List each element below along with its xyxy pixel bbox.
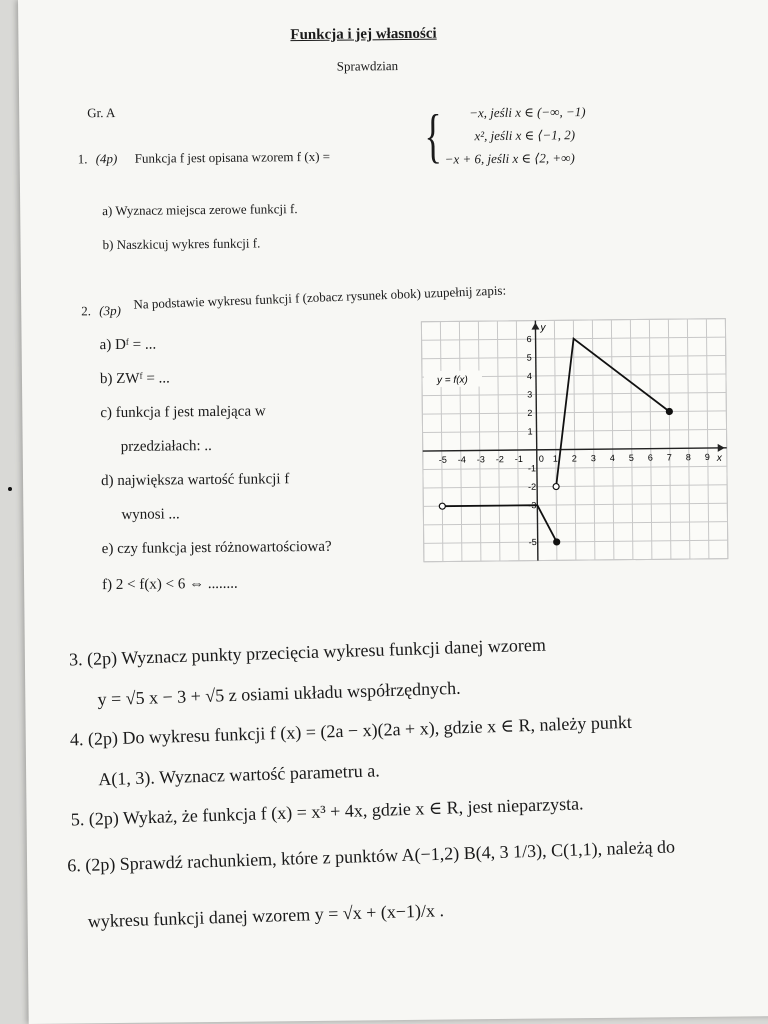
x-tick-label: 4	[609, 453, 615, 464]
worksheet-page	[18, 0, 768, 1024]
task1-intro: Funkcja f jest opisana wzorem f (x) =	[134, 148, 331, 166]
task1-case-3: −x + 6, jeśli x ∈ ⟨2, +∞)	[444, 150, 575, 167]
function-graph	[413, 311, 736, 570]
y-tick-label: -5	[528, 537, 537, 548]
x-tick-label: 6	[647, 452, 653, 463]
y-tick-label: -3	[528, 500, 537, 511]
open-endpoint	[439, 503, 445, 509]
y-tick-label: 3	[527, 389, 533, 400]
x-axis-label: x	[716, 452, 722, 464]
x-tick-label: 1	[552, 453, 558, 464]
x-tick-label: 5	[628, 452, 634, 463]
y-tick-label: 1	[527, 426, 533, 437]
origin-label: 0	[538, 453, 544, 464]
task1-case-2: x², jeśli x ∈ ⟨−1, 2)	[474, 127, 576, 144]
task2-item-b: b) ZWᶠ = ...	[99, 370, 170, 388]
task2-item-d: d) największa wartość funkcji f	[100, 471, 290, 490]
y-tick-label: 2	[527, 407, 533, 418]
task1-number: 1.	[77, 151, 88, 167]
x-tick-label: -1	[514, 453, 523, 465]
y-tick-label: -1	[527, 463, 537, 474]
task2-item-c: c) funkcja f jest malejąca w	[100, 403, 266, 422]
task2-intro: Na podstawie wykresu funkcji f (zobacz rysunek obok) uzupełnij zapis:	[133, 282, 507, 312]
y-tick-label: 5	[526, 352, 532, 363]
task2-points: (3p)	[99, 302, 122, 319]
task4-line2: A(1, 3). Wyznacz wartość parametru a.	[98, 760, 381, 790]
y-tick-label: -2	[528, 481, 537, 492]
x-tick-label: -3	[476, 454, 485, 465]
task5-line1: 5. (2p) Wykaż, że funkcja f (x) = x³ + 4x, gdzie x ∈ R, jest nieparzysta.	[70, 793, 584, 830]
x-tick-label: 9	[704, 452, 710, 463]
x-tick-label: 2	[571, 453, 577, 464]
task6-line1: 6. (2p) Sprawdź rachunkiem, które z punktów A(−1,2) B(4, 3 1/3), C(1,1), należą do	[66, 836, 676, 876]
task1-item-b: b) Naszkicuj wykres funkcji f.	[102, 235, 261, 253]
x-tick-label: -5	[438, 454, 447, 465]
task1-case-1: −x, jeśli x ∈ (−∞, −1)	[469, 104, 586, 121]
x-tick-label: 3	[590, 453, 596, 464]
page-title: Funkcja i jej własności	[290, 25, 437, 44]
open-endpoint	[553, 484, 559, 490]
task2-item-d-cont: wynosi ...	[121, 506, 180, 523]
closed-endpoint	[666, 408, 672, 414]
task3-line2: y = √5 x − 3 + √5 z osiami układu współrzędnych.	[97, 677, 461, 710]
x-tick-label: -2	[495, 454, 504, 465]
group-label: Gr. A	[87, 104, 116, 121]
y-tick-label: 6	[526, 334, 532, 345]
task1-points: (4p)	[95, 150, 118, 167]
page-subtitle: Sprawdzian	[336, 58, 399, 74]
y-tick-label: 4	[526, 371, 533, 382]
task2-item-a: a) Dᶠ = ...	[99, 336, 157, 354]
margin-dot	[8, 487, 12, 491]
task3-line1: 3. (2p) Wyznacz punkty przecięcia wykresu funkcji danej wzorem	[68, 634, 547, 670]
task2-item-c-cont: przedziałach: ..	[120, 437, 212, 455]
y-axis-label: y	[540, 322, 546, 334]
x-tick-label: 8	[685, 452, 691, 463]
task1-item-a: a) Wyznacz miejsca zerowe funkcji f.	[102, 201, 298, 219]
x-tick-label: -4	[457, 454, 466, 465]
function-label: y = f(x)	[436, 374, 468, 387]
x-tick-label: 7	[666, 452, 672, 463]
task2-number: 2.	[81, 303, 92, 319]
piecewise-brace: {	[424, 102, 443, 169]
task4-line1: 4. (2p) Do wykresu funkcji f (x) = (2a − x)(2a + x), gdzie x ∈ R, należy punkt	[69, 711, 633, 750]
task2-item-e: e) czy funkcja jest różnowartościowa?	[101, 538, 332, 558]
task6-line2: wykresu funkcji danej wzorem y = √x + (x−1)/x .	[87, 900, 445, 932]
closed-endpoint	[554, 539, 560, 545]
task2-item-f: f) 2 < f(x) < 6 ⇔ ........	[102, 575, 238, 594]
